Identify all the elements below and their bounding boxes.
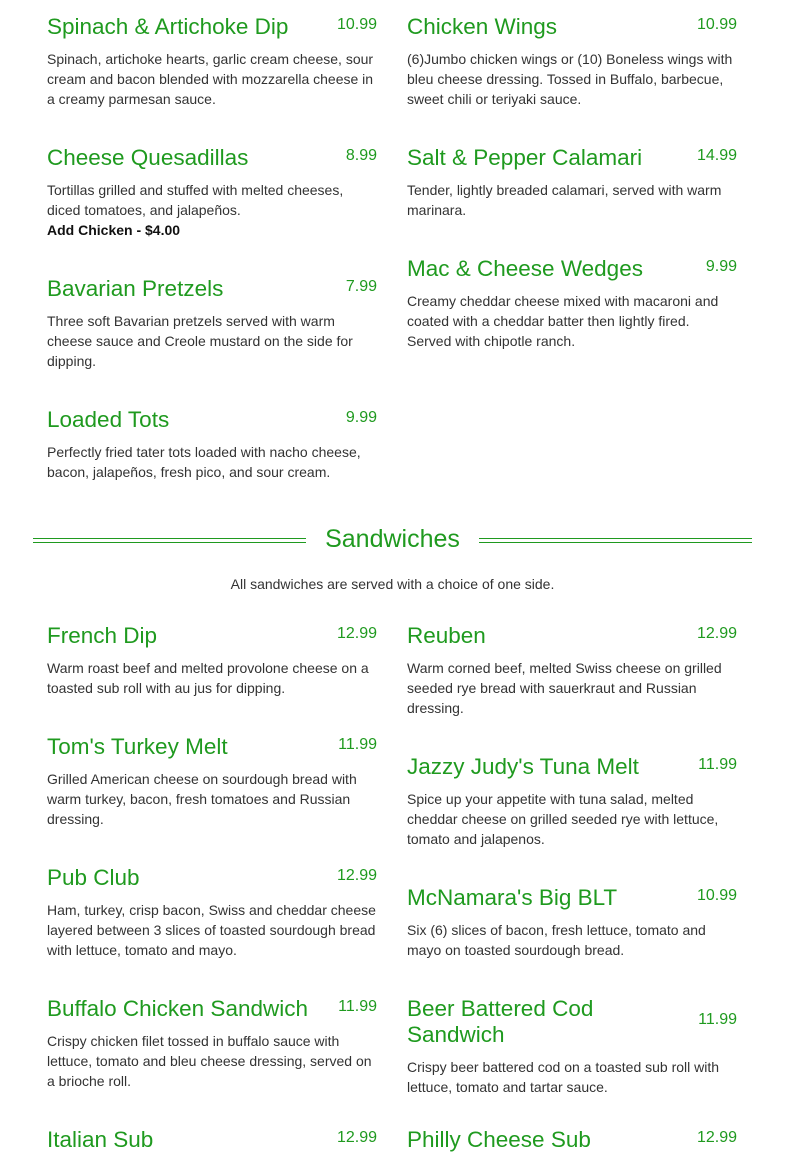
- menu-item-salt-pepper-calamari: [407, 145, 737, 220]
- menu-item-header: [407, 623, 737, 649]
- menu-item-name: Philly Cheese Sub: [407, 1127, 591, 1152]
- menu-item-name: French Dip: [47, 623, 158, 648]
- menu-item-french-dip: [47, 623, 377, 698]
- menu-item-beer-battered-cod-sandwich: [407, 996, 737, 1097]
- menu-item-description: (6)Jumbo chicken wings or (10) Boneless wings with bleu cheese dressing. Tossed in Buffalo, barbecue, sweet chili or teriyaki sauce.: [407, 51, 733, 107]
- menu-item-description: Spinach, artichoke hearts, garlic cream cheese, sour cream and bacon blended with mozzarella cheese in a creamy parmesan sauce.: [47, 51, 374, 107]
- menu-item-name: Reuben: [407, 623, 486, 648]
- menu-item-header: [47, 865, 377, 891]
- menu-item-header: [407, 754, 737, 780]
- menu-item-name: Jazzy Judy's Tuna Melt: [407, 754, 639, 779]
- menu-item-price: 9.99: [705, 258, 737, 275]
- menu-item-header: [47, 1127, 377, 1153]
- menu-item-italian-sub: [47, 1127, 377, 1153]
- menu-item-header: [407, 256, 737, 282]
- menu-item-description: Grilled American cheese on sourdough bread with warm turkey, bacon, fresh tomatoes and Russian dressing.: [47, 771, 357, 827]
- menu-item-name: Beer Battered Cod Sandwich: [407, 996, 594, 1047]
- menu-item-description: Perfectly fried tater tots loaded with nacho cheese, bacon, jalapeños, fresh pico, and sour cream.: [47, 444, 361, 480]
- menu-item-mac-cheese-wedges: [407, 256, 737, 351]
- menu-item-name: Mac & Cheese Wedges: [407, 256, 643, 281]
- menu-item-description: Tender, lightly breaded calamari, served with warm marinara.: [407, 182, 722, 218]
- menu-item-header: [407, 14, 737, 40]
- menu-item-price: 11.99: [338, 736, 377, 753]
- menu-item-bavarian-pretzels: [47, 276, 377, 371]
- menu-item-description: Three soft Bavarian pretzels served with warm cheese sauce and Creole mustard on the side for dipping.: [47, 313, 353, 369]
- menu-item-toms-turkey-melt: [47, 734, 377, 829]
- menu-item-description: Spice up your appetite with tuna salad, melted cheddar cheese on grilled seeded rye with lettuce, tomato and jalapenos.: [407, 791, 719, 847]
- menu-item-header: [47, 276, 377, 302]
- menu-item-description: Ham, turkey, crisp bacon, Swiss and cheddar cheese layered between 3 slices of toasted sourdough bread with lettuce, tomato and mayo.: [47, 902, 376, 958]
- menu-item-addon: Add Chicken - $4.00: [47, 222, 181, 238]
- section-header-sandwiches: [33, 522, 752, 558]
- menu-item-name: Chicken Wings: [407, 14, 558, 39]
- menu-item-price: 12.99: [336, 625, 377, 642]
- menu-item-name: Spinach & Artichoke Dip: [47, 14, 289, 39]
- menu-item-name: McNamara's Big BLT: [407, 885, 618, 910]
- menu-item-price: 10.99: [336, 16, 377, 33]
- menu-item-name: Salt & Pepper Calamari: [407, 145, 643, 170]
- section-note: All sandwiches are served with a choice of one side.: [230, 576, 555, 592]
- menu-item-price: 9.99: [345, 409, 377, 426]
- menu-item-header: [407, 145, 737, 171]
- menu-item-price: 12.99: [336, 867, 377, 884]
- menu-item-description: Crispy chicken filet tossed in buffalo sauce with lettuce, tomato and bleu cheese dressing, served on a brioche roll.: [47, 1033, 372, 1089]
- menu-item-cheese-quesadillas: [47, 145, 377, 240]
- menu-item-name: Pub Club: [47, 865, 140, 890]
- menu-item-header: [407, 885, 737, 911]
- section-title: Sandwiches: [325, 525, 460, 553]
- menu-item-reuben: [407, 623, 737, 718]
- menu-item-header: [47, 996, 377, 1022]
- menu-item-price: 11.99: [698, 1011, 737, 1028]
- menu-item-buffalo-chicken-sandwich: [47, 996, 377, 1091]
- section-divider-right: [479, 538, 752, 543]
- menu-item-header: [407, 996, 737, 1048]
- menu-item-header: [47, 407, 377, 433]
- menu-item-description: Warm corned beef, melted Swiss cheese on grilled seeded rye bread with sauerkraut and Russian dressing.: [407, 660, 722, 716]
- menu-item-header: [407, 1127, 737, 1153]
- menu-item-description: Six (6) slices of bacon, fresh lettuce, tomato and mayo on toasted sourdough bread.: [407, 922, 706, 958]
- menu-item-name: Italian Sub: [47, 1127, 154, 1152]
- menu-item-description: Crispy beer battered cod on a toasted sub roll with lettuce, tomato and tartar sauce.: [407, 1059, 720, 1095]
- menu-item-jazzy-judys-tuna-melt: [407, 754, 737, 849]
- menu-item-name: Buffalo Chicken Sandwich: [47, 996, 308, 1021]
- menu-item-price: 14.99: [696, 147, 737, 164]
- menu-item-price: 10.99: [696, 16, 737, 33]
- menu-item-price: 8.99: [345, 147, 377, 164]
- menu-item-description: Tortillas grilled and stuffed with melted cheeses, diced tomatoes, and jalapeños.: [47, 182, 344, 218]
- menu-item-chicken-wings: [407, 14, 737, 109]
- menu-item-description: Creamy cheddar cheese mixed with macaroni and coated with a cheddar batter then lightly fired. Served with chipotle ranch.: [407, 293, 719, 349]
- menu-item-header: [47, 145, 377, 171]
- menu-item-spinach-artichoke-dip: [47, 14, 377, 109]
- menu-item-name: Bavarian Pretzels: [47, 276, 224, 301]
- menu-item-header: [47, 734, 377, 760]
- menu-item-name: Tom's Turkey Melt: [47, 734, 228, 759]
- menu-item-loaded-tots: [47, 407, 377, 482]
- menu-item-mcnamaras-big-blt: [407, 885, 737, 960]
- menu-item-header: [47, 14, 377, 40]
- menu-item-price: 11.99: [698, 756, 737, 773]
- menu-item-philly-cheese-sub: [407, 1127, 737, 1153]
- menu-item-name: Loaded Tots: [47, 407, 170, 432]
- menu-item-header: [47, 623, 377, 649]
- menu-item-price: 12.99: [696, 1129, 737, 1146]
- menu-item-price: 11.99: [338, 998, 377, 1015]
- menu-item-description: Warm roast beef and melted provolone cheese on a toasted sub roll with au jus for dipping.: [47, 660, 369, 696]
- menu-item-price: 12.99: [336, 1129, 377, 1146]
- menu-item-price: 10.99: [696, 887, 737, 904]
- menu-item-pub-club: [47, 865, 377, 960]
- menu-item-price: 12.99: [696, 625, 737, 642]
- menu-item-price: 7.99: [345, 278, 377, 295]
- menu-item-name: Cheese Quesadillas: [47, 145, 249, 170]
